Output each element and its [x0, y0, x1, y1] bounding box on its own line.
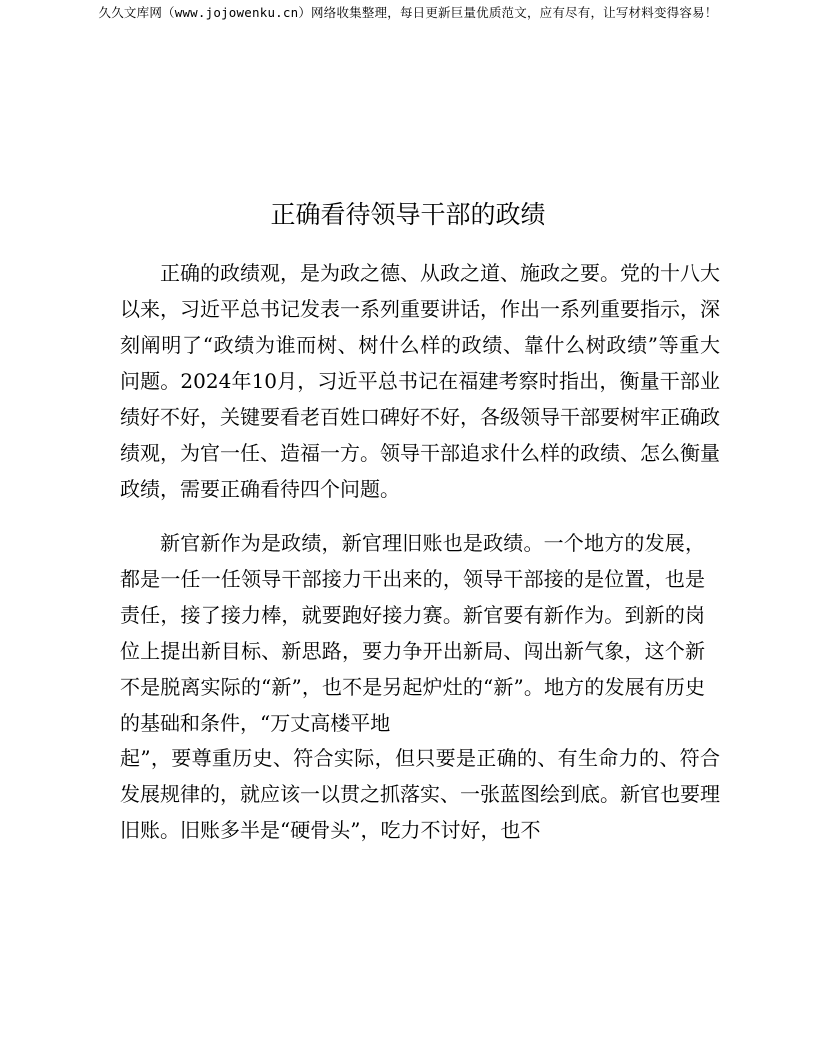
- paragraph-3: 起”，要尊重历史、符合实际，但只要是正确的、有生命力的、符合发展规律的，就应该一以贯之抓落实、一张蓝图绘到底。新官也要理旧账。旧账多半是“硬骨头”，吃力不讨好，也不: [120, 746, 720, 842]
- paragraph-2: 新官新作为是政绩，新官理旧账也是政绩。一个地方的发展，都是一任一任领导干部接力干出来的，领导干部接的是位置，也是责任，接了接力棒，就要跑好接力赛。新官要有新作为。到新的岗位上提出新目标、新思路，要力争开出新局、闯出新气象，这个新不是脱离实际的“新”，也不是另起炉灶的“新”。地方的发展有历史的基础和条件，“万丈高楼平地: [120, 531, 705, 735]
- header-banner: 久久文库网（www.jojowenku.cn）网络收集整理，每日更新巨量优质范文，应有尽有，让写材料变得容易！: [98, 5, 718, 20]
- paragraph-1: 正确的政绩观，是为政之德、从政之道、施政之要。党的十八大以来，习近平总书记发表一系列重要讲话，作出一系列重要指示，深刻阐明了“政绩为谁而树、树什么样的政绩、靠什么树政绩”等重大问题。2024年10月，习近平总书记在福建考察时指出，衡量干部业绩好不好，关键要看老百姓口碑好不好，各级领导干部要树牢正确政绩观，为官一任、造福一方。领导干部追求什么样的政绩、怎么衡量政绩，需要正确看待四个问题。: [120, 261, 720, 501]
- document-title: 正确看待领导干部的政绩: [270, 200, 546, 229]
